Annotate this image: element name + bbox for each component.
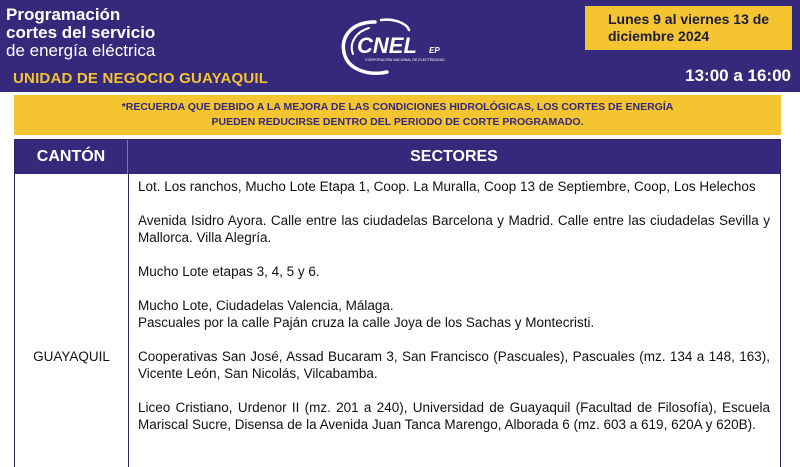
sector-entry: Avenida Isidro Ayora. Calle entre las ciudadelas Barcelona y Madrid. Calle entre las ciudadelas Sevilla y Mallorca. Villa Alegría.	[138, 213, 770, 245]
sector-entry: Lot. Los ranchos, Mucho Lote Etapa 1, Coop. La Muralla, Coop 13 de Septiembre, Coop, Los Helechos	[138, 179, 756, 194]
sector-entry: Mucho Lote, Ciudadelas Valencia, Málaga.	[138, 298, 394, 313]
notice-line-1: *RECUERDA QUE DEBIDO A LA MEJORA DE LAS CONDICIONES HIDROLÓGICAS, LOS CORTES DE ENERGÍA	[121, 101, 674, 113]
date-line-1: Lunes 9 al viernes 13 de	[608, 11, 770, 27]
outage-table	[14, 139, 781, 467]
logo-text: CNEL	[357, 33, 417, 58]
title-line-1: Programación	[6, 5, 121, 24]
notice-line-2: PUEDEN REDUCIRSE DENTRO DEL PERIODO DE CORTE PROGRAMADO.	[211, 116, 584, 128]
canton-cell	[15, 174, 128, 467]
logo-tagline: CORPORACIÓN NACIONAL DE ELECTRICIDAD	[365, 58, 445, 62]
table-header-row	[15, 140, 780, 174]
logo-suffix: EP	[429, 46, 440, 55]
cnel-logo-icon	[335, 16, 485, 78]
date-range-box	[585, 6, 792, 50]
header-banner	[0, 0, 800, 92]
date-line-2: diciembre 2024	[608, 28, 710, 44]
header-title	[6, 6, 155, 60]
sector-entry: Mucho Lote etapas 3, 4, 5 y 6.	[138, 264, 320, 279]
column-header-canton: CANTÓN	[15, 140, 128, 174]
sectors-cell	[138, 178, 770, 450]
column-divider	[128, 174, 129, 467]
canton-name: GUAYAQUIL	[33, 349, 110, 364]
title-line-3: de energía eléctrica	[6, 41, 156, 60]
title-line-2: cortes del servicio	[6, 23, 156, 42]
hydrology-notice	[14, 95, 781, 135]
sector-entry: Pascuales por la calle Paján cruza la calle Joya de los Sachas y Montecristi.	[138, 315, 595, 330]
sector-entry: Liceo Cristiano, Urdenor II (mz. 201 a 240), Universidad de Guayaquil (Facultad de Filosofía), Escuela Mariscal Sucre, Disensa de la Avenida Juan Tanca Marengo, Alborada 6 (mz. 603 a 619, 620A y 620B).	[138, 400, 770, 432]
time-range: 13:00 a 16:00	[685, 66, 791, 85]
column-header-sectores: SECTORES	[410, 148, 498, 165]
business-unit-name: UNIDAD DE NEGOCIO GUAYAQUIL	[13, 70, 269, 87]
sector-entry: Cooperativas San José, Assad Bucaram 3, San Francisco (Pascuales), Pascuales (mz. 134 a 148, 163), Vicente León, San Nicolás, Vilcabamba.	[138, 349, 770, 381]
